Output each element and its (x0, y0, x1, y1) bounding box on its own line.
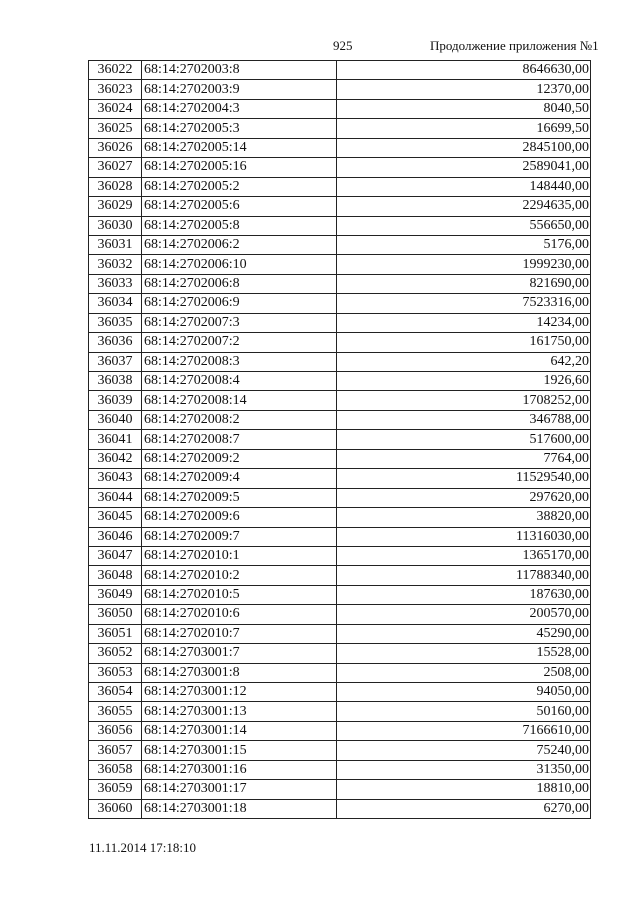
table-row (89, 430, 591, 449)
row-number-cell: 36058 (89, 760, 142, 779)
cadastral-number-cell: 68:14:2702009:2 (142, 449, 337, 468)
table-row (89, 80, 591, 99)
row-number-cell: 36059 (89, 780, 142, 799)
value-cell: 821690,00 (337, 274, 591, 293)
table-row (89, 197, 591, 216)
table-row (89, 566, 591, 585)
table-row (89, 508, 591, 527)
value-cell: 346788,00 (337, 410, 591, 429)
cadastral-table (88, 60, 591, 819)
cadastral-number-cell: 68:14:2703001:15 (142, 741, 337, 760)
table-row (89, 313, 591, 332)
row-number-cell: 36053 (89, 663, 142, 682)
table-row (89, 469, 591, 488)
row-number-cell: 36029 (89, 197, 142, 216)
value-cell: 517600,00 (337, 430, 591, 449)
row-number-cell: 36031 (89, 235, 142, 254)
cadastral-number-cell: 68:14:2702008:2 (142, 410, 337, 429)
value-cell: 5176,00 (337, 235, 591, 254)
cadastral-number-cell: 68:14:2703001:17 (142, 780, 337, 799)
row-number-cell: 36056 (89, 721, 142, 740)
row-number-cell: 36027 (89, 158, 142, 177)
cadastral-number-cell: 68:14:2702006:2 (142, 235, 337, 254)
table-row (89, 585, 591, 604)
table-row (89, 702, 591, 721)
cadastral-number-cell: 68:14:2703001:7 (142, 644, 337, 663)
table-row (89, 294, 591, 313)
cadastral-number-cell: 68:14:2702008:4 (142, 372, 337, 391)
value-cell: 94050,00 (337, 683, 591, 702)
value-cell: 7523316,00 (337, 294, 591, 313)
table-row (89, 61, 591, 80)
row-number-cell: 36057 (89, 741, 142, 760)
table-row (89, 624, 591, 643)
table-row (89, 235, 591, 254)
cadastral-number-cell: 68:14:2702003:8 (142, 61, 337, 80)
cadastral-number-cell: 68:14:2702004:3 (142, 99, 337, 118)
value-cell: 14234,00 (337, 313, 591, 332)
row-number-cell: 36026 (89, 138, 142, 157)
cadastral-number-cell: 68:14:2702010:1 (142, 546, 337, 565)
row-number-cell: 36028 (89, 177, 142, 196)
row-number-cell: 36054 (89, 683, 142, 702)
row-number-cell: 36040 (89, 410, 142, 429)
cadastral-number-cell: 68:14:2702008:3 (142, 352, 337, 371)
value-cell: 1708252,00 (337, 391, 591, 410)
row-number-cell: 36042 (89, 449, 142, 468)
row-number-cell: 36048 (89, 566, 142, 585)
value-cell: 31350,00 (337, 760, 591, 779)
value-cell: 16699,50 (337, 119, 591, 138)
cadastral-number-cell: 68:14:2702006:10 (142, 255, 337, 274)
value-cell: 187630,00 (337, 585, 591, 604)
table-row (89, 488, 591, 507)
cadastral-number-cell: 68:14:2703001:16 (142, 760, 337, 779)
value-cell: 2508,00 (337, 663, 591, 682)
row-number-cell: 36047 (89, 546, 142, 565)
table-row (89, 410, 591, 429)
row-number-cell: 36049 (89, 585, 142, 604)
table-body (89, 61, 591, 819)
cadastral-number-cell: 68:14:2702005:8 (142, 216, 337, 235)
cadastral-number-cell: 68:14:2703001:13 (142, 702, 337, 721)
cadastral-number-cell: 68:14:2703001:14 (142, 721, 337, 740)
cadastral-number-cell: 68:14:2702006:9 (142, 294, 337, 313)
table-row (89, 352, 591, 371)
timestamp: 11.11.2014 17:18:10 (89, 840, 197, 855)
table-row (89, 780, 591, 799)
value-cell: 11788340,00 (337, 566, 591, 585)
row-number-cell: 36046 (89, 527, 142, 546)
row-number-cell: 36023 (89, 80, 142, 99)
value-cell: 11316030,00 (337, 527, 591, 546)
cadastral-number-cell: 68:14:2703001:8 (142, 663, 337, 682)
cadastral-number-cell: 68:14:2702008:7 (142, 430, 337, 449)
cadastral-number-cell: 68:14:2702003:9 (142, 80, 337, 99)
value-cell: 297620,00 (337, 488, 591, 507)
table-row (89, 119, 591, 138)
table-row (89, 741, 591, 760)
row-number-cell: 36024 (89, 99, 142, 118)
cadastral-number-cell: 68:14:2702010:7 (142, 624, 337, 643)
row-number-cell: 36037 (89, 352, 142, 371)
value-cell: 38820,00 (337, 508, 591, 527)
table-row (89, 99, 591, 118)
table-row (89, 683, 591, 702)
table-row (89, 663, 591, 682)
cadastral-number-cell: 68:14:2703001:18 (142, 799, 337, 818)
table-row (89, 546, 591, 565)
table-row (89, 644, 591, 663)
value-cell: 556650,00 (337, 216, 591, 235)
table-row (89, 391, 591, 410)
row-number-cell: 36038 (89, 372, 142, 391)
table-row (89, 527, 591, 546)
table-row (89, 216, 591, 235)
value-cell: 11529540,00 (337, 469, 591, 488)
cadastral-number-cell: 68:14:2702007:2 (142, 333, 337, 352)
cadastral-number-cell: 68:14:2702005:2 (142, 177, 337, 196)
table-row (89, 255, 591, 274)
row-number-cell: 36045 (89, 508, 142, 527)
row-number-cell: 36043 (89, 469, 142, 488)
row-number-cell: 36032 (89, 255, 142, 274)
row-number-cell: 36050 (89, 605, 142, 624)
value-cell: 7166610,00 (337, 721, 591, 740)
value-cell: 1926,60 (337, 372, 591, 391)
value-cell: 6270,00 (337, 799, 591, 818)
row-number-cell: 36055 (89, 702, 142, 721)
row-number-cell: 36034 (89, 294, 142, 313)
cadastral-number-cell: 68:14:2702008:14 (142, 391, 337, 410)
value-cell: 15528,00 (337, 644, 591, 663)
value-cell: 45290,00 (337, 624, 591, 643)
value-cell: 642,20 (337, 352, 591, 371)
row-number-cell: 36041 (89, 430, 142, 449)
value-cell: 8040,50 (337, 99, 591, 118)
cadastral-number-cell: 68:14:2702009:7 (142, 527, 337, 546)
row-number-cell: 36052 (89, 644, 142, 663)
cadastral-number-cell: 68:14:2702007:3 (142, 313, 337, 332)
table-row (89, 760, 591, 779)
cadastral-number-cell: 68:14:2702009:4 (142, 469, 337, 488)
value-cell: 50160,00 (337, 702, 591, 721)
value-cell: 8646630,00 (337, 61, 591, 80)
row-number-cell: 36039 (89, 391, 142, 410)
value-cell: 200570,00 (337, 605, 591, 624)
value-cell: 12370,00 (337, 80, 591, 99)
table-row (89, 605, 591, 624)
value-cell: 148440,00 (337, 177, 591, 196)
cadastral-number-cell: 68:14:2702010:6 (142, 605, 337, 624)
cadastral-number-cell: 68:14:2702005:14 (142, 138, 337, 157)
table-row (89, 138, 591, 157)
value-cell: 7764,00 (337, 449, 591, 468)
table-row (89, 274, 591, 293)
row-number-cell: 36051 (89, 624, 142, 643)
value-cell: 1365170,00 (337, 546, 591, 565)
row-number-cell: 36030 (89, 216, 142, 235)
cadastral-number-cell: 68:14:2702009:6 (142, 508, 337, 527)
row-number-cell: 36044 (89, 488, 142, 507)
cadastral-number-cell: 68:14:2702006:8 (142, 274, 337, 293)
page-number: 925 (333, 38, 353, 53)
appendix-note: Продолжение приложения №1 (430, 38, 599, 53)
row-number-cell: 36033 (89, 274, 142, 293)
row-number-cell: 36060 (89, 799, 142, 818)
table-row (89, 177, 591, 196)
table-row (89, 158, 591, 177)
row-number-cell: 36036 (89, 333, 142, 352)
cadastral-number-cell: 68:14:2702005:16 (142, 158, 337, 177)
value-cell: 2589041,00 (337, 158, 591, 177)
cadastral-number-cell: 68:14:2702005:3 (142, 119, 337, 138)
value-cell: 1999230,00 (337, 255, 591, 274)
cadastral-number-cell: 68:14:2703001:12 (142, 683, 337, 702)
value-cell: 18810,00 (337, 780, 591, 799)
value-cell: 161750,00 (337, 333, 591, 352)
cadastral-number-cell: 68:14:2702009:5 (142, 488, 337, 507)
table-row (89, 372, 591, 391)
value-cell: 75240,00 (337, 741, 591, 760)
table-row (89, 333, 591, 352)
cadastral-number-cell: 68:14:2702010:5 (142, 585, 337, 604)
table-row (89, 799, 591, 818)
row-number-cell: 36035 (89, 313, 142, 332)
cadastral-number-cell: 68:14:2702005:6 (142, 197, 337, 216)
value-cell: 2845100,00 (337, 138, 591, 157)
table-row (89, 721, 591, 740)
cadastral-number-cell: 68:14:2702010:2 (142, 566, 337, 585)
row-number-cell: 36022 (89, 61, 142, 80)
value-cell: 2294635,00 (337, 197, 591, 216)
table-row (89, 449, 591, 468)
row-number-cell: 36025 (89, 119, 142, 138)
